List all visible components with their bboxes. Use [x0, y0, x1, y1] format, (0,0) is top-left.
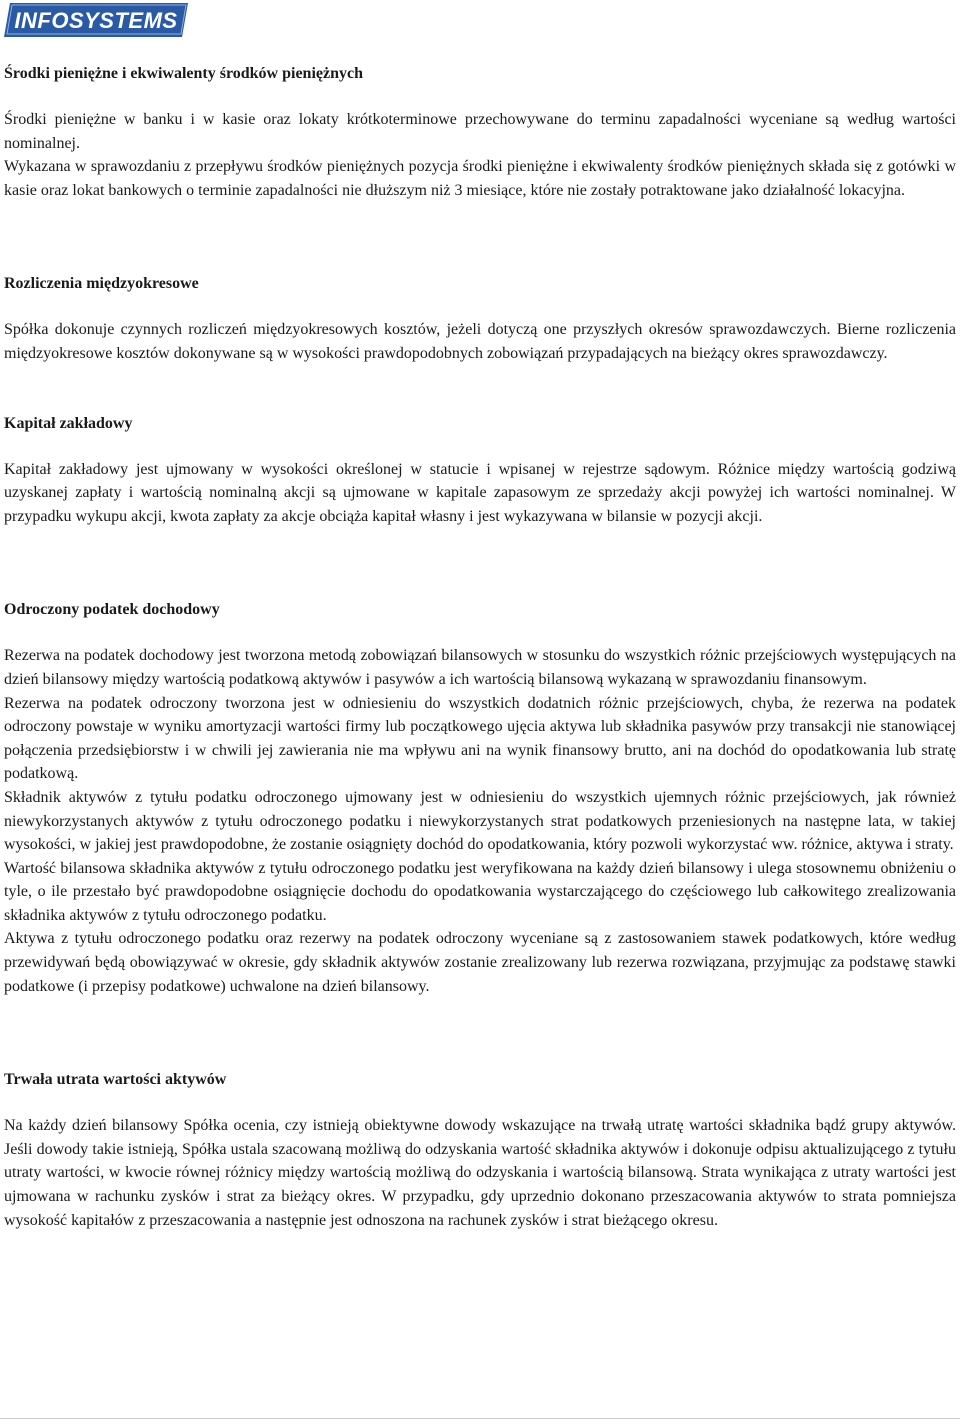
paragraph: Kapitał zakładowy jest ujmowany w wysokości określonej w statucie i wpisanej w rejestrze sądowym. Różnice między wartością godziwą uzyskanej zapłaty i wartością nominalną akcji są ujmowane w kapitale zapasowym ze sprzedaży akcji powyżej ich wartości nominalnej. W przypadku wykupu akcji, kwota zapłaty za akcje obciąża kapitał własny i jest wykazywana w bilansie w pozycji akcji.	[4, 460, 956, 525]
infosystems-logo	[4, 3, 188, 37]
section-heading-share-capital: Kapitał zakładowy	[4, 414, 133, 432]
paragraph: Wykazana w sprawozdaniu z przepływu środków pieniężnych pozycja środki pieniężne i ekwiwalenty środków pieniężnych składa się z gotówki w kasie oraz lokat bankowych o terminie zapadalności nie dłuższym niż 3 miesiące, które nie zostały potraktowane jako działalność lokacyjna.	[4, 158, 956, 199]
section-heading-deferred-tax: Odroczony podatek dochodowy	[4, 601, 220, 619]
section-heading-impairment: Trwała utrata wartości aktywów	[4, 1071, 227, 1089]
logo-text: INFOSYSTEMS	[14, 8, 178, 33]
paragraph: Rezerwa na podatek odroczony tworzona jest w odniesieniu do wszystkich dodatnich różnic przejściowych, chyba, że rezerwa na podatek odroczony powstaje w wyniku amortyzacji wartości firmy lub początkowego ujęcia aktywa lub składnika pasywów przy transakcji nie stanowiącej połączenia przedsiębiorstw i w chwili jej zawierania nie ma wpływu ani na wynik finansowy brutto, ani na dochód do opodatkowania lub stratę podatkową.	[4, 694, 956, 783]
paragraph: Wartość bilansowa składnika aktywów z tytułu odroczonego podatku jest weryfikowana na każdy dzień bilansowy i ulega stosownemu obniżeniu o tyle, o ile przestało być prawdopodobne osiągnięcie dochodu do opodatkowania wystarczającego do częściowego lub całkowitego zrealizowania składnika aktywów z tytułu odroczonego podatku.	[4, 859, 956, 924]
paragraph: Spółka dokonuje czynnych rozliczeń międzyokresowych kosztów, jeżeli dotyczą one przyszłych okresów sprawozdawczych. Bierne rozliczenia międzyokresowe kosztów dokonywane są w wysokości prawdopodobnych zobowiązań przypadających na bieżący okres sprawozdawczy.	[4, 321, 956, 362]
paragraph: Rezerwa na podatek dochodowy jest tworzona metodą zobowiązań bilansowych w stosunku do wszystkich różnic przejściowych występujących na dzień bilansowy między wartością podatkową aktywów i pasywów a ich wartością bilansową wykazaną w sprawozdaniu finansowym.	[4, 647, 956, 688]
paragraph: Składnik aktywów z tytułu podatku odroczonego ujmowany jest w odniesieniu do wszystkich ujemnych różnic przejściowych, jak również niewykorzystanych aktywów z tytułu odroczonego podatku i niewykorzystanych strat podatkowych przeniesionych na następne lata, w takiej wysokości, w jakiej jest prawdopodobne, że zostanie osiągnięty dochód do opodatkowania, który pozwoli wykorzystać ww. różnice, aktywa i straty.	[4, 788, 956, 854]
paragraph: Środki pieniężne w banku i w kasie oraz lokaty krótkoterminowe przechowywane do terminu zapadalności wyceniane są według wartości nominalnej.	[4, 111, 956, 152]
paragraph: Na każdy dzień bilansowy Spółka ocenia, czy istnieją obiektywne dowody wskazujące na trwałą utratę wartości składnika bądź grupy aktywów. Jeśli dowody takie istnieją, Spółka ustala szacowaną możliwą do odzyskania wartość składnika aktywów i dokonuje odpisu aktualizującego z tytułu utraty wartości, w kwocie równej różnicy między wartością możliwą do odzyskania i wartością bilansową. Strata wynikająca z utraty wartości jest ujmowana w rachunku zysków i strat za bieżący okres. W przypadku, gdy uprzednio dokonano przeszacowania aktywów to strata pomniejsza wysokość kapitałów z przeszacowania a następnie jest odnoszona na rachunek zysków i strat bieżącego okresu.	[4, 1117, 956, 1229]
paragraph: Aktywa z tytułu odroczonego podatku oraz rezerwy na podatek odroczony wyceniane są z zastosowaniem stawek podatkowych, które według przewidywań będą obowiązywać w okresie, gdy składnik aktywów zostanie zrealizowany lub rezerwa rozwiązana, przyjmując za podstawę stawki podatkowe (i przepisy podatkowe) uchwalone na dzień bilansowy.	[4, 930, 956, 995]
document-body	[4, 62, 956, 1232]
page-bottom-divider	[0, 1418, 960, 1419]
section-heading-accruals: Rozliczenia międzyokresowe	[4, 275, 199, 293]
section-heading-cash: Środki pieniężne i ekwiwalenty środków pieniężnych	[4, 65, 363, 82]
